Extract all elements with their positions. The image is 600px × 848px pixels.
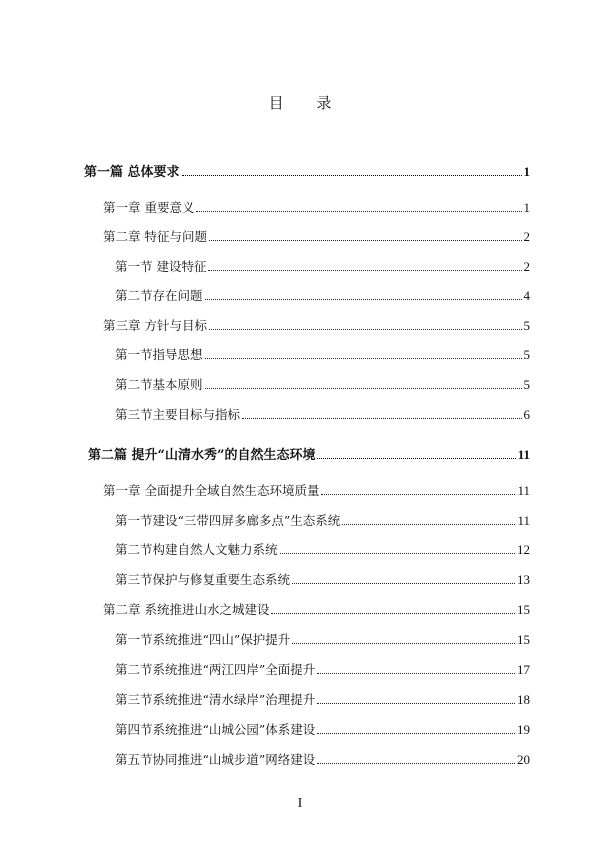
toc-entry-title: 第二节构建自然人文魅力系统: [115, 542, 278, 557]
toc-entry-chapter[interactable]: [103, 229, 530, 245]
toc-leader-dots: [317, 672, 515, 674]
toc-entry-chapter[interactable]: [103, 200, 530, 216]
page-number: I: [297, 796, 303, 811]
toc-leader-dots: [209, 328, 522, 330]
toc-leader-dots: [292, 582, 515, 584]
toc-entry-chapter[interactable]: [103, 483, 530, 499]
toc-entry-part[interactable]: [84, 164, 530, 181]
toc-entry-page: 15: [517, 632, 530, 647]
toc-entry-page: 6: [523, 407, 530, 422]
toc-entry-section[interactable]: [115, 347, 530, 363]
toc-leader-dots: [205, 387, 522, 389]
toc-entry-title: 第二节系统推进“两江四岸”全面提升: [115, 662, 316, 677]
toc-entry-part[interactable]: [88, 447, 530, 464]
toc-entry-title: 第一章 重要意义: [103, 200, 195, 215]
toc-entry-section[interactable]: [115, 662, 530, 678]
toc-leader-dots: [182, 174, 522, 176]
toc-entry-section[interactable]: [115, 542, 530, 558]
toc-entry-title: 第三节保护与修复重要生态系统: [115, 572, 291, 587]
toc-entry-chapter[interactable]: [103, 602, 530, 618]
toc-entry-section[interactable]: [115, 692, 530, 708]
toc-entry-page: 2: [523, 259, 530, 274]
toc-leader-dots: [205, 357, 522, 359]
page-title: 目 录: [268, 94, 346, 112]
toc-entry-page: 19: [517, 722, 530, 737]
toc-entry-title: 第一篇 总体要求: [84, 165, 180, 180]
toc-entry-title: 第二篇 提升“山清水秀”的自然生态环境: [88, 448, 316, 463]
toc-entry-section[interactable]: [115, 259, 530, 275]
toc-entry-title: 第二章 系统推进山水之城建设: [103, 602, 270, 617]
toc-entry-section[interactable]: [115, 572, 530, 588]
toc-leader-dots: [317, 457, 515, 459]
toc-entry-page: 1: [523, 200, 530, 215]
toc-entry-section[interactable]: [115, 377, 530, 393]
toc-entry-page: 1: [523, 164, 530, 179]
toc-leader-dots: [205, 298, 522, 300]
toc-leader-dots: [317, 762, 515, 764]
toc-entry-page: 11: [517, 447, 530, 462]
toc-entry-page: 13: [517, 572, 530, 587]
toc-entry-title: 第三章 方针与目标: [103, 318, 207, 333]
toc-entry-section[interactable]: [115, 407, 530, 423]
toc-entry-title: 第五节协同推进“山城步道”网络建设: [115, 752, 316, 767]
toc-entry-title: 第二节基本原则: [115, 377, 203, 392]
toc-entry-title: 第一节建设“三带四屏多廊多点”生态系统: [115, 513, 341, 528]
toc-leader-dots: [271, 612, 515, 614]
toc-entry-title: 第一节 建设特征: [115, 259, 207, 274]
toc-entry-title: 第三节系统推进“清水绿岸”治理提升: [115, 692, 316, 707]
toc-entry-title: 第四节系统推进“山城公园”体系建设: [115, 722, 316, 737]
toc-entry-page: 18: [517, 692, 530, 707]
toc-leader-dots: [208, 269, 521, 271]
toc-entry-page: 4: [523, 288, 530, 303]
toc-entry-page: 12: [517, 542, 530, 557]
toc-leader-dots: [317, 732, 515, 734]
toc-entry-chapter[interactable]: [103, 318, 530, 334]
toc-entry-title: 第一节指导思想: [115, 347, 203, 362]
toc-leader-dots: [292, 642, 515, 644]
toc-leader-dots: [209, 239, 522, 241]
toc-entry-title: 第一节系统推进“四山”保护提升: [115, 632, 291, 647]
toc-entry-page: 17: [517, 662, 530, 677]
toc-entry-title: 第二节存在问题: [115, 288, 203, 303]
toc-entry-section[interactable]: [115, 513, 530, 529]
toc-leader-dots: [317, 702, 515, 704]
toc-leader-dots: [342, 523, 515, 525]
toc-entry-page: 15: [517, 602, 530, 617]
toc-entry-page: 5: [523, 377, 530, 392]
toc-entry-title: 第三节主要目标与指标: [115, 407, 241, 422]
toc-entry-section[interactable]: [115, 288, 530, 304]
toc-entry-page: 11: [517, 483, 530, 498]
toc-leader-dots: [196, 210, 521, 212]
toc-leader-dots: [280, 552, 515, 554]
toc-entry-title: 第二章 特征与问题: [103, 229, 207, 244]
toc-entry-section[interactable]: [115, 752, 530, 768]
toc-entry-page: 5: [523, 318, 530, 333]
toc-entry-page: 2: [523, 229, 530, 244]
toc-entry-page: 20: [517, 752, 530, 767]
toc-entry-section[interactable]: [115, 632, 530, 648]
toc-leader-dots: [242, 417, 521, 419]
toc-entry-title: 第一章 全面提升全域自然生态环境质量: [103, 483, 320, 498]
toc-entry-section[interactable]: [115, 722, 530, 738]
toc-entry-page: 5: [523, 347, 530, 362]
toc-entry-page: 11: [517, 513, 530, 528]
toc-leader-dots: [321, 493, 515, 495]
